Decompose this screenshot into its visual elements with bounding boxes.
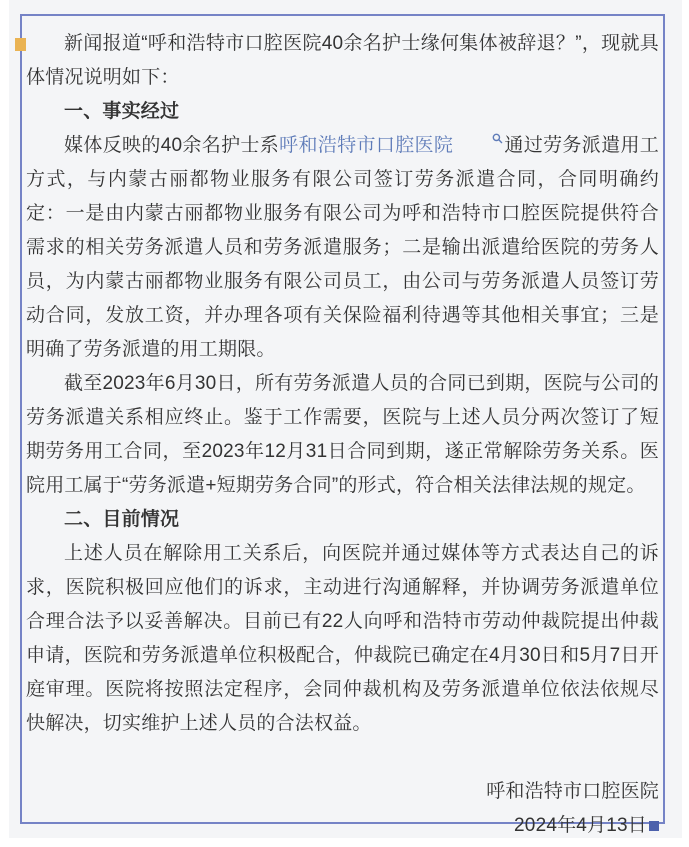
date-text: 2024年4月13日 — [514, 815, 647, 836]
section2-heading: 二、目前情况 — [64, 509, 180, 530]
intro-paragraph: 新闻报道“呼和浩特市口腔医院40余名护士缘何集体被辞退？”，现就具体情况说明如下： — [26, 33, 659, 88]
signature: 呼和浩特市口腔医院 — [486, 781, 659, 802]
yellow-square-marker-icon — [15, 38, 26, 51]
notice-card — [20, 14, 665, 836]
section1-heading: 一、事实经过 — [64, 101, 180, 122]
para1-text-after-link: 通过劳务派遣用工方式，与内蒙古丽都物业服务有限公司签订劳务派遣合同，合同明确约定：一是由内蒙古丽都物业服务有限公司为呼和浩特市口腔医院提供符合需求的相关劳务派遣人员和劳务派遣服务；二是输出派遣给医院的劳务人员，为内蒙古丽都物业服务有限公司员工，由公司与劳务派遣人员签订劳动合同，发放工资，并办理各项有关保险福利待遇等其他相关事宜；三是明确了劳务派遣的用工期限。 — [26, 135, 659, 360]
section1-paragraph2: 截至2023年6月30日，所有劳务派遣人员的合同已到期，医院与公司的劳务派遣关系相应终止。鉴于工作需要，医院与上述人员分两次签订了短期劳务用工合同，至2023年12月31日合同到期，遂正常解除劳务关系。医院用工属于“劳务派遣+短期劳务合同”的形式，符合相关法律法规的规定。 — [26, 373, 659, 496]
para1-text-before-link: 媒体反映的40余名护士系 — [64, 135, 280, 156]
section1-paragraph1 — [26, 129, 659, 367]
search-icon[interactable] — [454, 133, 503, 144]
date-line — [26, 809, 659, 843]
blue-square-end-mark-icon — [649, 821, 659, 831]
article-panel — [9, 0, 682, 838]
notice-content — [22, 16, 663, 843]
hospital-entity-link[interactable]: 呼和浩特市口腔医院 — [279, 135, 454, 156]
section2-paragraph1: 上述人员在解除用工关系后，向医院并通过媒体等方式表达自己的诉求，医院积极回应他们的诉求，主动进行沟通解释，并协调劳务派遣单位合理合法予以妥善解决。目前已有22人向呼和浩特市劳动仲裁院提出仲裁申请，医院和劳务派遣单位积极配合，仲裁院已确定在4月30日和5月7日开庭审理。医院将按照法定程序，会同仲裁机构及劳务派遣单位依法依规尽快解决，切实维护上述人员的合法权益。 — [26, 543, 659, 734]
